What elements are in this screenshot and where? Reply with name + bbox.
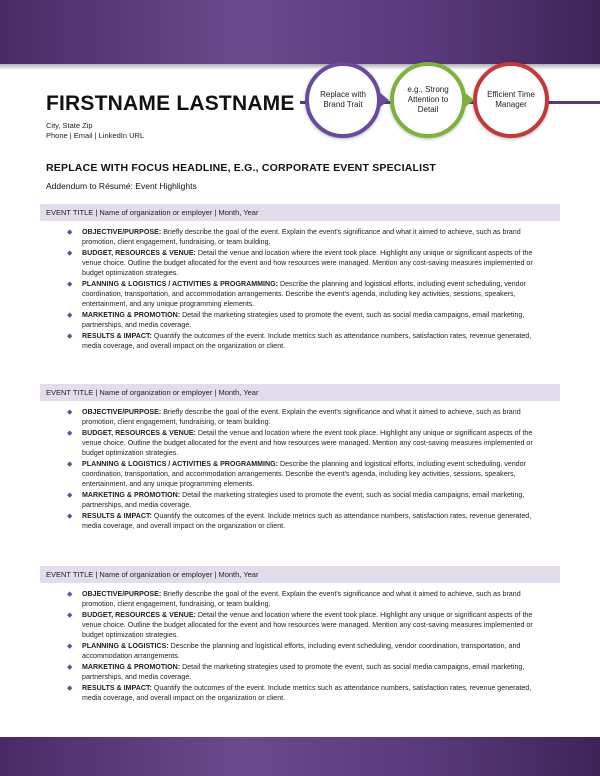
- bullet-text: Detail the marketing strategies used to promote the event, such as social media campaigns, email marketing, partnerships, and media coverage.: [82, 662, 525, 681]
- bullet-item: [64, 249, 550, 279]
- bullet-label: BUDGET, RESOURCES & VENUE:: [82, 429, 196, 437]
- bullet-text: Detail the venue and location where the event took place. Highlight any unique or significant aspects of the venue choice. Outline the budget allocated for the event and how resources were managed. Mention any cost-saving measures implemented or budget optimization strategies.: [82, 429, 533, 457]
- bullet-label: OBJECTIVE/PURPOSE:: [82, 408, 162, 416]
- trait-arrow-1: [379, 92, 389, 108]
- bullet-item: [64, 280, 550, 310]
- bullet-item: [64, 491, 550, 511]
- bullet-label: MARKETING & PROMOTION:: [82, 490, 181, 499]
- bullet-item: [64, 590, 550, 610]
- bullet-text: Detail the marketing strategies used to promote the event, such as social media campaigns, email marketing, partnerships, and media coverage.: [82, 310, 525, 329]
- trait-label: Efficient Time Manager: [487, 90, 535, 109]
- bullet-item: [64, 311, 550, 331]
- bullet-item: [64, 429, 550, 459]
- bullet-icon: ◆: [67, 332, 73, 340]
- bullet-text: Briefly describe the goal of the event. Explain the event's significance and what it aimed to achieve, such as brand promotion, client engagement, fundraising, or team building.: [82, 590, 521, 608]
- bullet-icon: ◆: [67, 460, 73, 468]
- bullet-item: [64, 460, 550, 490]
- bullet-text: Describe the planning and logistical efforts, including event scheduling, vendor coordination, transportation, and accommodation arrangements. Describe the event's agenda, including key activities, sessions, speakers, entertainment, and any unique programming elements.: [82, 459, 526, 488]
- bullet-icon: ◆: [67, 612, 73, 619]
- bullet-icon: ◆: [67, 250, 73, 257]
- bullet-text: Briefly describe the goal of the event. Explain the event's significance and what it aimed to achieve, such as brand promotion, client engagement, fundraising, or team building.: [82, 408, 521, 426]
- bullet-label: RESULTS & IMPACT:: [82, 511, 152, 520]
- bullet-text: Quantify the outcomes of the event. Include metrics such as attendance numbers, satisfaction rates, revenue generated, media coverage, and overall impact on the organization or client.: [82, 511, 532, 530]
- header-band: [0, 0, 600, 64]
- event-title-bar: EVENT TITLE | Name of organization or employer | Month, Year: [40, 204, 560, 221]
- bullet-icon: ◆: [67, 409, 73, 416]
- bullet-icon: ◆: [67, 512, 73, 520]
- bullet-item: [64, 512, 550, 532]
- trait-arrow-2: [464, 92, 474, 108]
- bullet-icon: ◆: [67, 663, 73, 671]
- trait-circle-3: [473, 62, 549, 138]
- event-bullets: [64, 408, 550, 533]
- bullet-text: Quantify the outcomes of the event. Include metrics such as attendance numbers, satisfaction rates, revenue generated, media coverage, and overall impact on the organization or client.: [82, 683, 532, 702]
- bullet-label: BUDGET, RESOURCES & VENUE:: [82, 611, 196, 619]
- bullet-icon: ◆: [67, 280, 73, 288]
- trait-label: e.g., Strong Attention to Detail: [407, 85, 449, 114]
- bullet-label: RESULTS & IMPACT:: [82, 683, 152, 692]
- event-bullets: [64, 228, 550, 353]
- candidate-name: FIRSTNAME LASTNAME: [46, 92, 295, 115]
- bullet-text: Briefly describe the goal of the event. Explain the event's significance and what it aimed to achieve, such as brand promotion, client engagement, fundraising, or team building.: [82, 228, 521, 246]
- bullet-icon: ◆: [67, 311, 73, 319]
- contact-details: Phone | Email | LinkedIn URL: [46, 131, 145, 140]
- bullet-label: BUDGET, RESOURCES & VENUE:: [82, 249, 196, 257]
- bullet-item: [64, 642, 550, 662]
- bullet-label: MARKETING & PROMOTION:: [82, 662, 181, 671]
- bullet-icon: ◆: [67, 642, 73, 650]
- bullet-text: Detail the venue and location where the event took place. Highlight any unique or significant aspects of the venue choice. Outline the budget allocated for the event and how resources were managed. Mention any cost-saving measures implemented or budget optimization strategies.: [82, 611, 533, 639]
- bullet-label: PLANNING & LOGISTICS / ACTIVITIES & PROGRAMMING:: [82, 279, 278, 288]
- footer-band: [0, 737, 600, 776]
- bullet-item: [64, 228, 550, 248]
- bullet-item: [64, 611, 550, 641]
- bullet-text: Detail the venue and location where the event took place. Highlight any unique or significant aspects of the venue choice. Outline the budget allocated for the event and how resources were managed. Mention any cost-saving measures implemented or budget optimization strategies.: [82, 249, 533, 277]
- bullet-label: PLANNING & LOGISTICS:: [82, 641, 169, 650]
- bullet-label: MARKETING & PROMOTION:: [82, 310, 181, 319]
- bullet-text: Quantify the outcomes of the event. Include metrics such as attendance numbers, satisfaction rates, revenue generated, media coverage, and overall impact on the organization or client.: [82, 331, 532, 350]
- bullet-item: [64, 663, 550, 683]
- bullet-label: OBJECTIVE/PURPOSE:: [82, 590, 162, 598]
- bullet-label: PLANNING & LOGISTICS / ACTIVITIES & PROGRAMMING:: [82, 459, 278, 468]
- focus-headline: REPLACE WITH FOCUS HEADLINE, E.G., CORPORATE EVENT SPECIALIST: [46, 162, 437, 174]
- bullet-label: RESULTS & IMPACT:: [82, 331, 152, 340]
- bullet-text: Describe the planning and logistical efforts, including event scheduling, vendor coordination, transportation, and accommodation arrangements. Describe the event's agenda, including key activities, sessions, speakers, entertainment, and any unique programming elements.: [82, 279, 526, 308]
- event-title-bar: EVENT TITLE | Name of organization or employer | Month, Year: [40, 384, 560, 401]
- event-title-bar: EVENT TITLE | Name of organization or employer | Month, Year: [40, 566, 560, 583]
- bullet-item: [64, 332, 550, 352]
- bullet-label: OBJECTIVE/PURPOSE:: [82, 228, 162, 236]
- bullet-item: [64, 408, 550, 428]
- bullet-icon: ◆: [67, 684, 73, 692]
- bullet-text: Detail the marketing strategies used to promote the event, such as social media campaigns, email marketing, partnerships, and media coverage.: [82, 490, 525, 509]
- trait-circle-2: [390, 62, 466, 138]
- bullet-text: Describe the planning and logistical efforts, including event scheduling, vendor coordination, transportation, and accommodation arrangements.: [82, 641, 521, 660]
- bullet-icon: ◆: [67, 591, 73, 598]
- addendum-subheadline: Addendum to Résumé: Event Highlights: [46, 181, 197, 191]
- trait-circle-1: [305, 62, 381, 138]
- trait-label: Replace with Brand Trait: [320, 90, 366, 109]
- bullet-item: [64, 684, 550, 704]
- bullet-icon: ◆: [67, 229, 73, 236]
- bullet-icon: ◆: [67, 491, 73, 499]
- event-bullets: [64, 590, 550, 705]
- bullet-icon: ◆: [67, 430, 73, 437]
- contact-location: City, State Zip: [46, 121, 93, 130]
